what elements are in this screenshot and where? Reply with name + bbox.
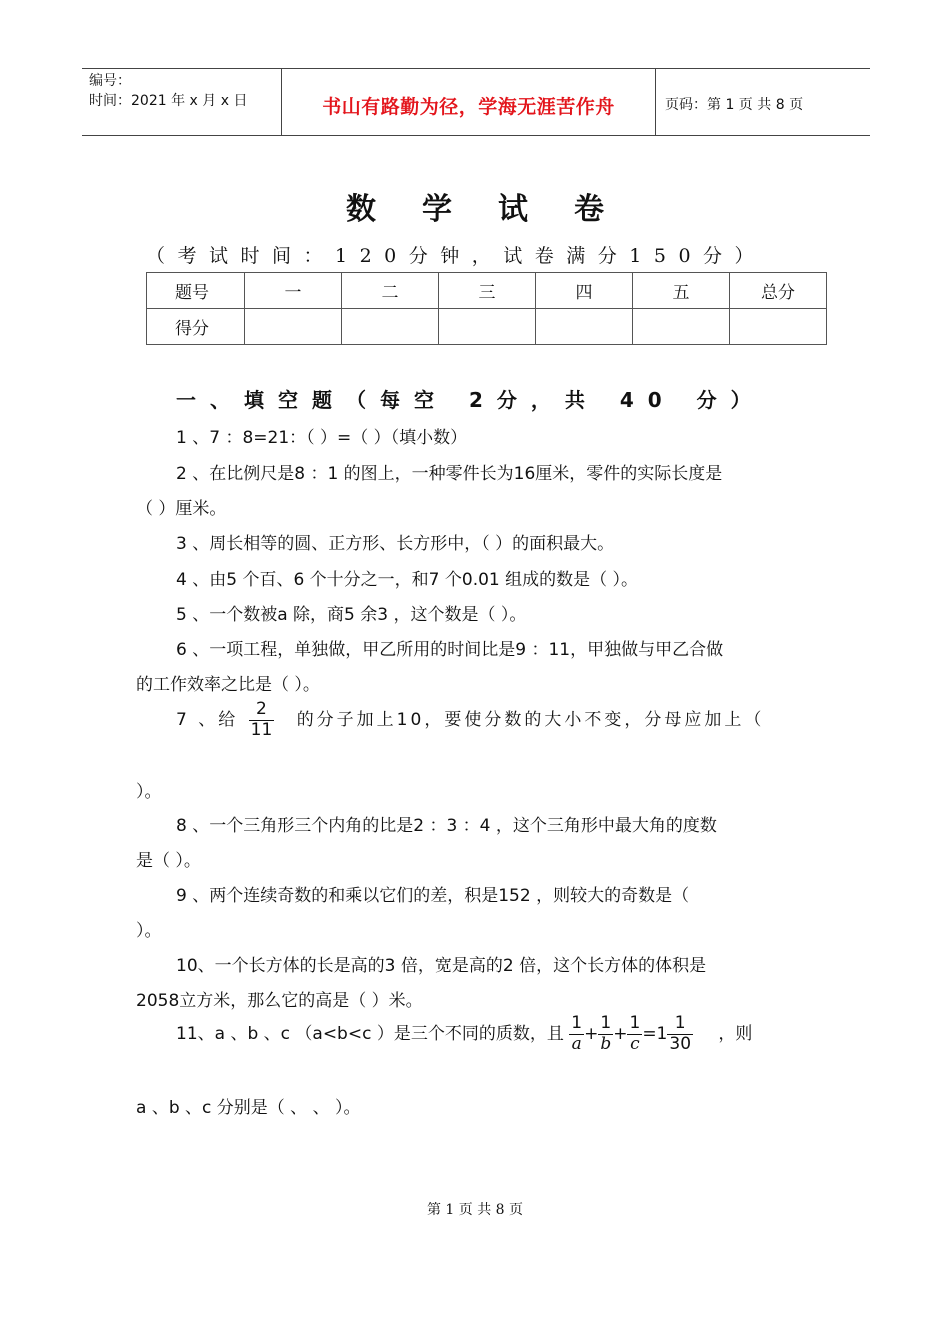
score-cell (730, 309, 827, 345)
score-header-cell: 二 (342, 273, 439, 309)
question-6-line-1: 6 、一项工程，单独做，甲乙所用的时间比是9 ：11，甲独做与甲乙合做 (176, 640, 724, 660)
score-row-label: 得分 (147, 309, 245, 345)
question-8-line-1: 8 、一个三角形三个内角的比是2 ：3 ：4 ，这个三角形中最大角的度数 (176, 816, 717, 836)
fraction-1-over-b (598, 1014, 613, 1054)
question-2-line-2: （ ）厘米。 (136, 499, 227, 519)
fraction-numerator: 1 (674, 1013, 686, 1033)
fraction-1-over-30 (667, 1014, 693, 1054)
question-9-line-2: ）。 (136, 921, 162, 941)
question-9-line-1: 9 、两个连续奇数的和乘以它们的差，积是152 ，则较大的奇数是（ (176, 886, 690, 906)
score-cell (439, 309, 536, 345)
page-footer: 第 1 页 共 8 页 (426, 1202, 524, 1218)
fraction-numerator: 1 (571, 1013, 583, 1033)
fraction-numerator: 1 (629, 1013, 641, 1033)
fraction-1-over-a (569, 1014, 584, 1054)
score-header-cell: 三 (439, 273, 536, 309)
score-header-cell: 题号 (147, 273, 245, 309)
score-cell (633, 309, 730, 345)
score-table-score-row (147, 309, 827, 345)
score-header-cell: 总分 (730, 273, 827, 309)
header-motto: 书山有路勤为径，学海无涯苦作舟 (322, 96, 615, 118)
fraction-denominator: a (569, 1034, 584, 1055)
question-10-line-1: 10、一个长方体的长是高的3 倍，宽是高的2 倍，这个长方体的体积是 (176, 956, 707, 976)
equation (569, 1014, 693, 1054)
question-8-line-2: 是（ ）。 (136, 851, 201, 871)
question-11-line-2: a 、b 、c 分别是（ 、 、 ）。 (136, 1098, 361, 1118)
question-11-line-1 (136, 1014, 866, 1054)
fraction-numerator: 1 (600, 1013, 612, 1033)
score-cell (342, 309, 439, 345)
page-title: 数学试卷 (346, 192, 650, 227)
question-6-line-2: 的工作效率之比是（ ）。 (136, 675, 320, 695)
doc-date: 时间：2021 年 x 月 x 日 (89, 93, 248, 109)
header-top-rule (82, 68, 870, 69)
fraction-denominator: 30 (669, 1033, 692, 1054)
question-2-line-1: 2 、在比例尺是8 ：1 的图上，一种零件长为16厘米，零件的实际长度是 (176, 464, 723, 484)
score-header-cell: 一 (245, 273, 342, 309)
fraction-denominator: b (600, 1033, 612, 1054)
score-cell (245, 309, 342, 345)
fraction-1-over-c (627, 1014, 642, 1054)
header-bottom-rule (82, 135, 870, 136)
section-heading: 一、填空题（每空 2分，共 40 分） (176, 388, 765, 412)
score-header-cell: 四 (536, 273, 633, 309)
score-table-header-row (147, 273, 827, 309)
question-5: 5 、一个数被a 除，商5 余3 ，这个数是（ ）。 (176, 605, 527, 625)
question-10-line-2: 2058立方米，那么它的高是（ ）米。 (136, 991, 423, 1011)
fraction-denominator: c (627, 1034, 642, 1055)
question-11-prefix: 11、a 、b 、c （a<b<c ）是三个不同的质数，且 (176, 1024, 564, 1045)
question-7-line-2: ）。 (136, 782, 162, 802)
question-7-prefix: 7 、给 (176, 710, 239, 731)
question-7-line-1 (136, 700, 866, 740)
header-divider-right (655, 68, 656, 136)
question-3: 3 、周长相等的圆、正方形、长方形中，（ ）的面积最大。 (176, 534, 615, 554)
question-11-suffix: ，则 (718, 1024, 753, 1045)
equals-sign: =1 (642, 1024, 668, 1045)
fraction-numerator: 2 (256, 699, 267, 719)
fraction-2-over-11 (249, 700, 275, 740)
plus-sign: + (613, 1024, 628, 1045)
question-4: 4 、由5 个百、6 个十分之一，和7 个0.01 组成的数是（ ）。 (176, 570, 639, 590)
fraction-denominator: 11 (250, 719, 273, 740)
question-7-suffix: 的分子加上10，要使分数的大小不变，分母应加上（ (296, 710, 765, 731)
plus-sign: + (584, 1024, 599, 1045)
score-cell (536, 309, 633, 345)
question-1: 1 、7 ：8=21：（ ）=（ ）（填小数） (176, 428, 468, 448)
doc-code-label: 编号： (89, 73, 131, 89)
score-table (146, 272, 827, 345)
exam-info: （考试时间：120分钟，试卷满分150分） (146, 245, 767, 267)
score-header-cell: 五 (633, 273, 730, 309)
header-page-info: 页码：第 1 页 共 8 页 (665, 97, 804, 113)
